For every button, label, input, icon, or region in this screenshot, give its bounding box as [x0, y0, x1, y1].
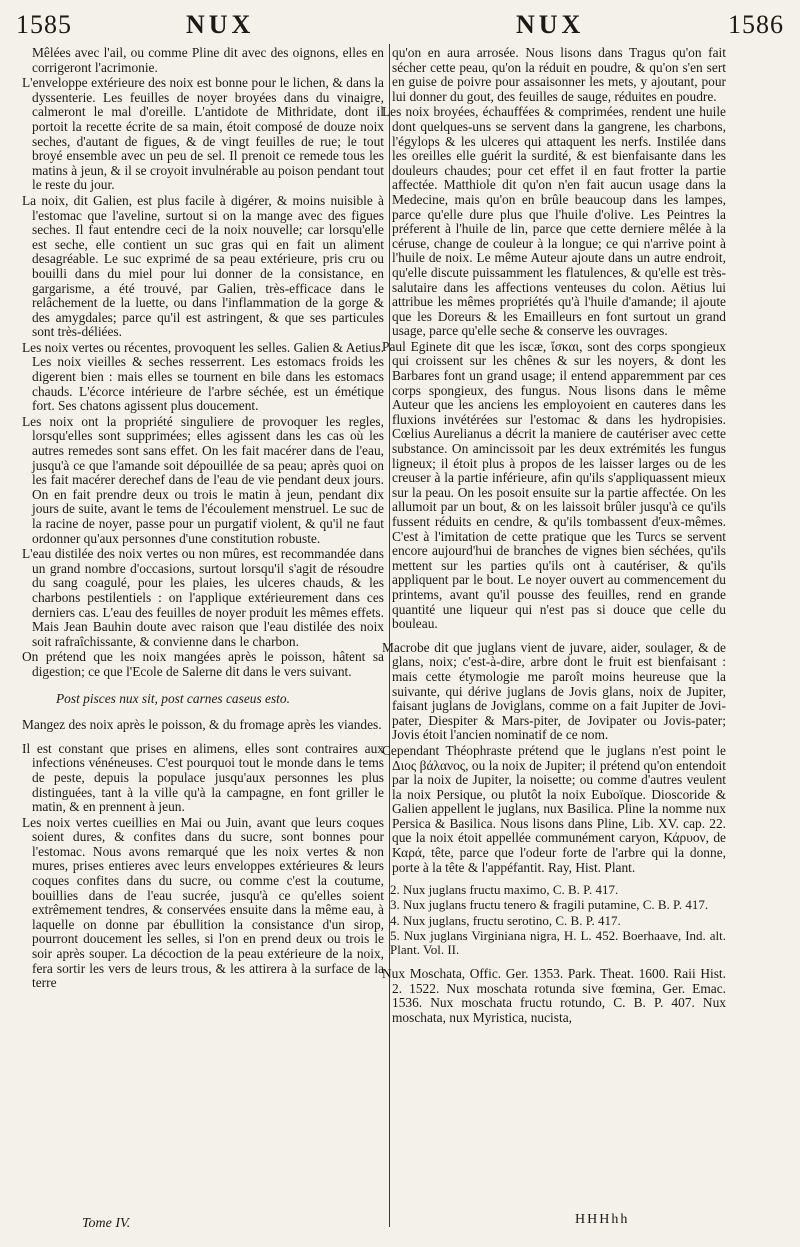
- nux-moschata-entry: Nux Moschata, Offic. Ger. 1353. Park. Theat. 1600. Raii Hist. 2. 1522. Nux moschata rotunda sive fœmina, Ger. Emac. 1536. Nux moschata fructu rotundo, C. B. P. 407. Nux moschata, nux Myristica, nucista,: [382, 966, 726, 1026]
- paragraph: qu'on en aura arrosée. Nous lisons dans Tragus qu'on fait sécher cette peau, qu'on la réduit en poudre, & qu'on s'en sert en guise de poivre pour assaisonner les mets, y ajoutant, pour lui donner du gout, des feuilles de sauge, réduites en poudre.: [392, 45, 726, 104]
- page-number-left: 1585: [16, 10, 72, 39]
- page-number-right: 1586: [728, 10, 784, 39]
- right-column: [382, 46, 726, 1027]
- paragraph: Mêlées avec l'ail, ou comme Pline dit avec des oignons, elles en corrigeront l'acrimonie.: [32, 45, 384, 75]
- paragraph: Les noix ont la propriété singuliere de provoquer les regles, lorsqu'elles sont supprimées; elles agissent dans les cas où les autres remedes sont sans effet. On les fait macérer dans de l'eau, jusqu'à ce que l'amande soit dépouillée de sa peau; après quoi on les fait macérer derechef dans de l'eau de vie pendant deux jours. On en fait prendre deux ou trois le matin à jeun, pendant dix jours de suite, avant le tems de l'écoulement menstruel. Le suc de la racine de noyer, passe pour un purgatif violent, & qu'il ne faut ordonner qu'aux personnes d'une constitution robuste.: [22, 413, 384, 546]
- paragraph: Les noix vertes cueillies en Mai ou Juin, avant que leurs coques soient dures, & confites dans du sucre, sont bonnes pour l'estomac. Nous avons remarqué que les noix vertes & non mures, prises entieres avec leurs enveloppes extérieures & leurs coques confites dans du sucre, ou comme c'est la coutume, bouillies dans de l'eau sucrée, jusqu'à ce qu'elles soient extrêmement tendres, & conservées ensuite dans la même eau, à laquelle on donne par ébullition la consistance d'un sirop, pourront doucement les selles, si l'on en prend deux ou trois le soir après souper. La décoction de la peau extérieure de la noix, fera sortir les vers de leurs trous, & les attirera à la surface de la terre: [22, 814, 384, 991]
- list-item: 2. Nux juglans fructu maximo, C. B. P. 417.: [390, 882, 619, 898]
- list-item: 3. Nux juglans fructu tenero & fragili putamine, C. B. P. 417.: [390, 897, 709, 913]
- page-header: [16, 8, 784, 42]
- list-item: 4. Nux juglans, fructu serotino, C. B. P. 417.: [390, 912, 621, 928]
- paragraph: On prétend que les noix mangées après le poisson, hâtent sa digestion; ce que l'Ecole de Salerne dit dans le vers suivant.: [22, 649, 384, 679]
- species-list: [382, 883, 726, 957]
- paragraph: Cependant Théophraste prétend que le juglans n'est point le Διος βάλανος, ou la noix de Jupiter; il prétend qu'on entendoit par la noix de Jupiter, la noisette; ou comme d'autres veulent la noix Persique, ou plutôt la noix Euboïque. Dioscoride & Galien appellent le juglans, nux Basilica. Pline la nomme nux Persica & Basilica. Nous lisons dans Pline, Lib. XV. cap. 22. que la noix étoit appellée communément caryon, Κάρυον, de Καρά, tête, parce que l'odeur forte de l'arbre qui la donne, porte à la tête & l'appéfantit. Ray, Hist. Plant.: [382, 742, 726, 875]
- left-column: [22, 46, 384, 992]
- signature-mark: HHHhh: [575, 1212, 630, 1227]
- paragraph: Les noix broyées, échauffées & comprimées, rendent une huile dont quelques-uns se servent dans la gangrene, les charbons, l'égylops & les ulceres qui attaquent les nerfs. Instilée dans les oreilles elle guérit la surdité, & est bienfaisante dans les douleurs chaudes; pour cet effet il en faut frotter la partie affectée. Matthiole dit qu'on n'en fait aucun usage dans la Medecine, mais qu'on en brûle beaucoup dans les lampes, parce qu'elle dure plus que l'huile d'olive. Les Peintres la préferent à l'huile de lin, parce que cette derniere mêlée à la céruse, change de couleur à la longue; ce qui n'arrive point à l'huile de noix. Le même Auteur ajoute dans un autre endroit, qu'elle discute puissamment les flatulences, & qu'elle est très-salutaire dans les affections venteuses du colon. Aëtius lui attribue les mêmes propriétés qu'à l'huile d'amande; il ajoute que les Doreurs & les Emailleurs en font surtout un grand usage, parce qu'elle seche & conserve les ouvrages.: [382, 104, 726, 339]
- paragraph: Macrobe dit que juglans vient de juvare, aider, soulager, & de glans, noix; c'est-à-dire, arbre dont le fruit est bienfaisant : mais cette étymologie me paroît moins heureuse que la suivante, qui dérive juglans de Jovis glans, noix de Jupiter, faisant juglans de Joviglans, comme on a fait Jupiter de Jovi-pater, Diespiter & Mars-piter, de Jovipater ou Jovis-pater; Jovis étoit l'ancien nominatif de ce nom.: [382, 639, 726, 743]
- running-title-right: NUX: [516, 10, 585, 39]
- paragraph: Mangez des noix après le poisson, & du fromage après les viandes.: [22, 717, 382, 733]
- paragraph: L'eau distilée des noix vertes ou non mûres, est recommandée dans un grand nombre d'occasions, surtout lorsqu'il s'agit de résoudre du sang coagulé, pour les plaies, les ulceres chauds, & les charbons pestilentiels : on l'applique extérieurement dans ces derniers cas. L'eau des feuilles de noyer produit les mêmes effets. Mais Jean Bauhin doute avec raison que l'eau distilée des noix soit rafraîchissante, & convienne dans le charbon.: [22, 546, 384, 649]
- latin-verse: Post pisces nux sit, post carnes caseus esto.: [56, 690, 290, 706]
- paragraph: La noix, dit Galien, est plus facile à digérer, & moins nuisible à l'estomac que l'aveline, surtout si on la mange avec des figues seches. Il faut entendre ceci de la noix nouvelle; car lorsqu'elle est seche, elle contient un suc gras qui en fait un aliment desagréable. Le suc exprimé de sa peau extérieure, pris cru ou bouilli dans du miel pour lui donner de la consistance, en gargarisme, a été trouvé, par Galien, très-efficace dans le relâchement de la luette, ou dans l'inflammation de la gorge & des amygdales; parce qu'il est astringent, & que ses particules sont très-déliées.: [22, 192, 384, 340]
- volume-label: Tome IV.: [82, 1216, 131, 1231]
- paragraph: Les noix vertes ou récentes, provoquent les selles. Galien & Aetius. Les noix vieilles & seches resserrent. Les estomacs froids les digerent bien : mais elles se tournent en bile dans les estomacs chauds. L'écorce intérieure de l'arbre séchée, est un émétique fort. Ses chatons agissent plus doucement.: [22, 339, 384, 414]
- running-title-left: NUX: [186, 10, 255, 39]
- paragraph: Paul Eginete dit que les iscæ, ἴσκαι, sont des corps spongieux qui croissent sur les chênes & sur les noyers, & dont les Barbares font un grand usage; il entend apparemment par ces corps spongieux, des fungus. Nous lisons dans le même Auteur que les anciens les employoient en cauteres dans les fluxions invétérées sur l'estomac & dans les hydropisies. Cœlius Aurelianus a décrit la maniere de cautériser avec cette substance. On amincissoit par les deux extrémités les fungus ligneux; il étoit plus à propos de les laisser larges ou de les creuser à la partie inférieure, afin qu'ils s'appliquassent mieux sur la peau. On les posoit ensuite sur la partie affectée. On les allumoit par un bout, & on les laissoit brûler jusqu'à ce qu'ils fussent réduits en cendre, & qu'ils tombassent d'eux-mêmes. C'est à l'imitation de cette pratique que les Turcs se servent encore aujourd'hui de branches de vignes bien séchées, qu'ils mettent sur les parties qu'ils ont à cautériser, & qu'ils appliquent par le bout. Le noyer ouvert au commencement du printems, avant qu'il pousse des feuilles, rend en grande quantité une liqueur qui n'est pas si douce que celle du bouleau.: [382, 338, 726, 632]
- paragraph: Il est constant que prises en alimens, elles sont contraires aux infections vénéneuses. C'est pourquoi tout le monde dans le tems de peste, depuis la populace jusqu'aux personnes les plus distinguées, tant à la ville qu'à la campagne, en font griller le matin, & en prennent à jeun.: [22, 740, 384, 815]
- paragraph: L'enveloppe extérieure des noix est bonne pour le lichen, & dans la dyssenterie. Les feuilles de noyer broyées dans du vinaigre, calmeront le mal d'oreille. L'antidote de Mithridate, dont il portoit la recette écrite de sa main, étoit composé de douze noix seches, d'autant de figues, & de vingt feuilles de rue; le tout broyé ensemble avec un peu de sel. Il prenoit ce remede tous les matins à jeun, & il se croyoit invulnérable au poison pendant tout le reste du jour.: [22, 75, 384, 193]
- list-item: 5. Nux juglans Virginiana nigra, H. L. 452. Boerhaave, Ind. alt. Plant. Vol. II.: [390, 927, 726, 958]
